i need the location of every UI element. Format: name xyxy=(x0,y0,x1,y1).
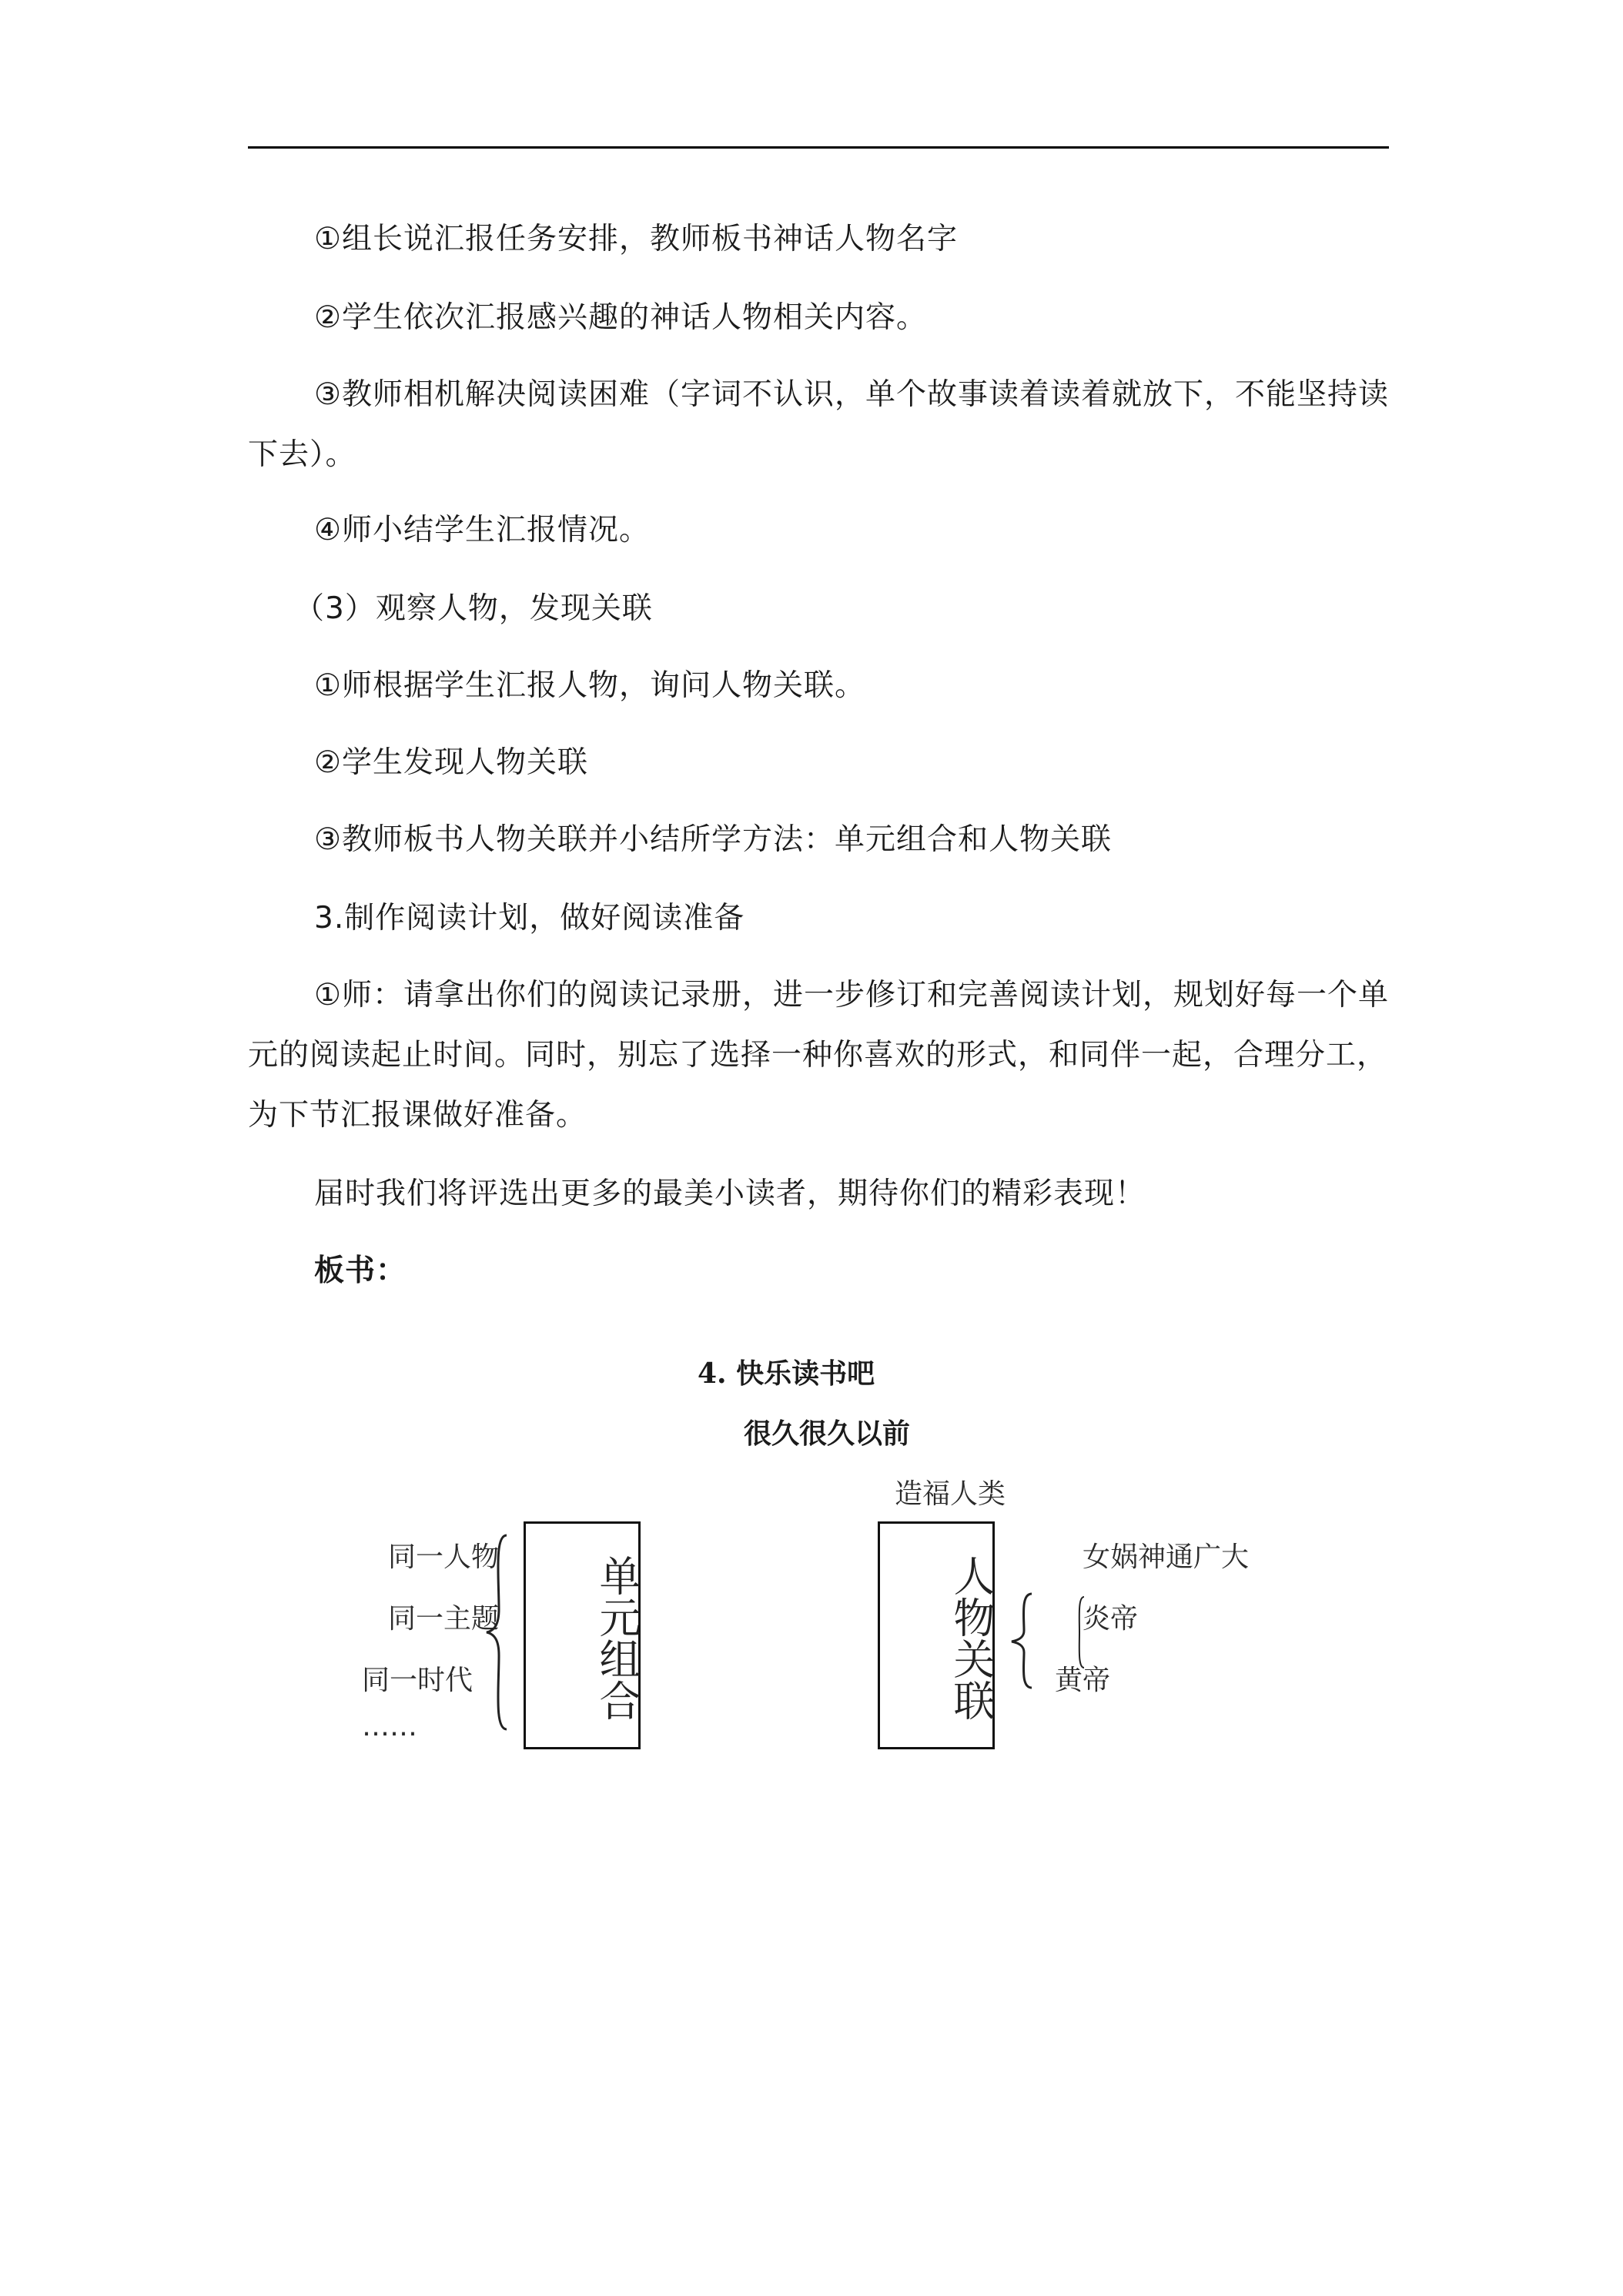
left-item-3: 同一时代 xyxy=(362,1665,474,1696)
header-rule xyxy=(248,146,1389,149)
paragraph-3: ③教师相机解决阅读困难（字词不认识，单个故事读着读着就放下，不能坚持读下去）。 xyxy=(248,377,1389,472)
paragraph-5: （3）观察人物，发现关联 xyxy=(294,591,653,626)
left-item-4: …… xyxy=(362,1711,417,1742)
right-top-label: 造福人类 xyxy=(895,1478,1006,1510)
paragraph-7: ②学生发现人物关联 xyxy=(314,745,588,780)
left-item-1: 同一人物 xyxy=(388,1541,500,1573)
board-label: 板书： xyxy=(314,1253,407,1288)
left-brace xyxy=(484,1532,514,1732)
right-item-1: 女娲神通广大 xyxy=(1083,1541,1250,1573)
board-subtitle: 很久很久以前 xyxy=(744,1417,911,1450)
board-title: 4. 快乐读书吧 xyxy=(698,1357,875,1390)
character-relation-text: 人物关联 xyxy=(947,1555,996,1721)
paragraph-8: ③教师板书人物关联并小结所学方法：单元组合和人物关联 xyxy=(314,822,1112,857)
right-brace xyxy=(1009,1591,1039,1691)
paragraph-2: ②学生依次汇报感兴趣的神话人物相关内容。 xyxy=(314,300,927,335)
right-item-3: 黄帝 xyxy=(1055,1665,1111,1696)
character-relation-box xyxy=(878,1521,995,1749)
unit-combination-box xyxy=(524,1521,641,1749)
left-item-2: 同一主题 xyxy=(388,1603,500,1635)
unit-combination-text: 单元组合 xyxy=(593,1555,641,1721)
paragraph-6: ①师根据学生汇报人物，询问人物关联。 xyxy=(314,668,865,703)
right-item-2: 炎帝 xyxy=(1083,1603,1139,1635)
paragraph-9: 3.制作阅读计划，做好阅读准备 xyxy=(314,901,745,935)
paragraph-10: ①师：请拿出你们的阅读记录册，进一步修订和完善阅读计划，规划好每一个单元的阅读起止时间。同时，别忘了选择一种你喜欢的形式，和同伴一起，合理分工，为下节汇报课做好准备。 xyxy=(248,978,1389,1133)
paragraph-4: ④师小结学生汇报情况。 xyxy=(314,513,650,547)
paragraph-11: 届时我们将评选出更多的最美小读者，期待你们的精彩表现！ xyxy=(314,1176,1146,1211)
paragraph-1: ①组长说汇报任务安排，教师板书神话人物名字 xyxy=(314,222,958,256)
